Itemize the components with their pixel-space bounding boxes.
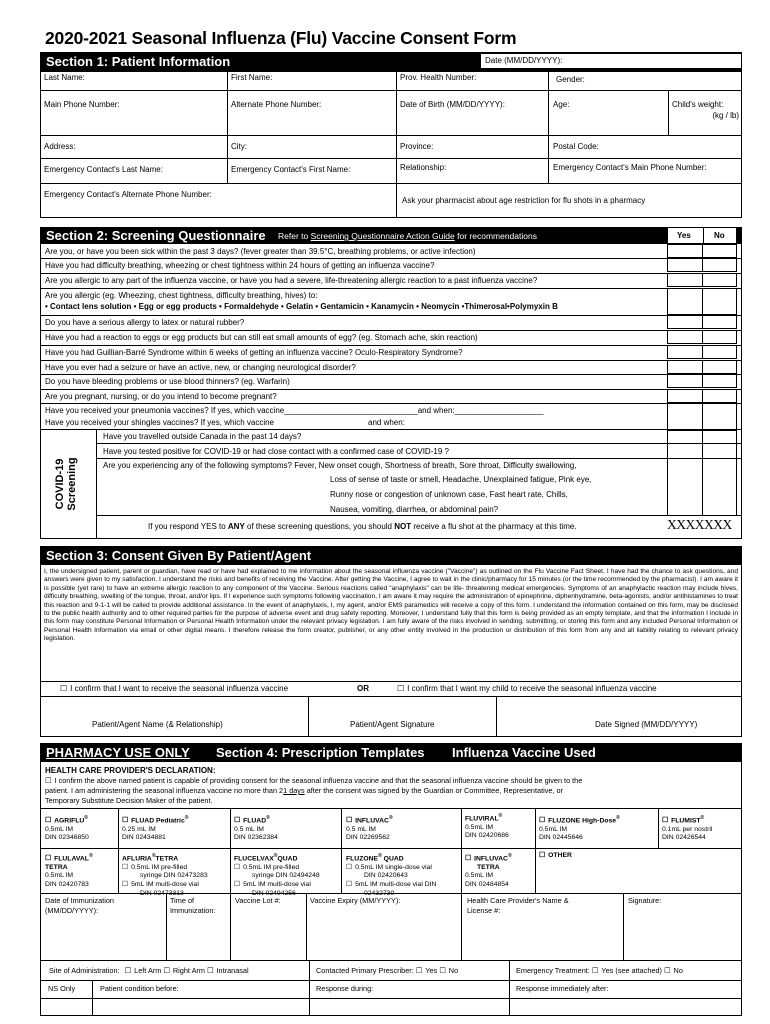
- question-latex: Do you have a serious allergy to latex or natural rubber?: [45, 318, 245, 327]
- vaccine-lot-field[interactable]: Vaccine Lot #:: [235, 896, 281, 905]
- question-pregnant: Are you pregnant, nursing, or do you intend to become pregnant?: [45, 392, 277, 401]
- answer-covid-contact[interactable]: [667, 443, 737, 459]
- answer-pregnant[interactable]: [667, 389, 737, 403]
- alt-phone-field[interactable]: Alternate Phone Number:: [231, 100, 322, 109]
- section2-refer: Refer to Screening Questionnaire Action Guide for recommendations: [278, 231, 537, 241]
- vaccine-fluviral[interactable]: FLUVIRAL® 0.5mL IM DIN 02420686: [465, 813, 509, 840]
- covid-symptoms-4: Nausea, vomiting, diarrhea, or abdominal pain?: [330, 505, 499, 514]
- question-breathing: Have you had difficulty breathing, wheezing or chest tightness within 24 hours of getting an influenza vaccine?: [45, 261, 435, 270]
- vaccine-afluria-tetra[interactable]: AFLURIA®TETRA ☐ 0.5mL IM pre-filled syringe DIN 02473283 ☐ 5mL IM multi-dose vial DIN 02473313: [122, 852, 208, 898]
- answer-pneumonia-shingles[interactable]: [667, 403, 737, 430]
- section3-title: Section 3: Consent Given By Patient/Agent: [46, 548, 312, 563]
- vaccine-influvac-tetra[interactable]: ☐ INFLUVAC® TETRA 0.5mL IM DIN 02484854: [465, 852, 512, 890]
- date-field[interactable]: [480, 53, 742, 69]
- covid-symptoms-3: Runny nose or congestion of unknown case, Fast heart rate, Chills,: [330, 490, 568, 499]
- question-egg: Have you had a reaction to eggs or egg products but can still eat small amounts of egg? (eg. Stomach ache, skin reaction): [45, 333, 478, 342]
- answer-egg[interactable]: [667, 330, 737, 344]
- left-arm-checkbox[interactable]: ☐ Left Arm: [122, 966, 162, 975]
- main-phone-field[interactable]: Main Phone Number:: [44, 100, 120, 109]
- allergen-list: • Contact lens solution • Egg or egg products • Formaldehyde • Gelatin • Gentamicin • Kanamycin • Neomycin •Thimerosal•Polymyxin B: [45, 302, 558, 311]
- ec-alt-phone-field[interactable]: Emergency Contact's Alternate Phone Number:: [44, 190, 212, 199]
- covid-question-contact: Have you tested positive for COVID-19 or had close contact with a confirmed case of COVID-19 ?: [103, 447, 449, 456]
- gender-field[interactable]: Gender:: [556, 75, 585, 84]
- hcp-declaration-title: HEALTH CARE PROVIDER'S DECLARATION:: [45, 766, 216, 775]
- vaccine-flulaval-tetra[interactable]: ☐ FLULAVAL® TETRA 0.5mL IM DIN 02420783: [45, 852, 93, 890]
- answer-guillain-barre[interactable]: [667, 345, 737, 359]
- vaccine-fluad-pediatric[interactable]: ☐ FLUAD Pediatric® 0.25 mL IM DIN 02434881: [122, 814, 188, 843]
- patient-signature-field[interactable]: Patient/Agent Signature: [350, 720, 435, 729]
- no-column-label: No: [714, 231, 725, 240]
- answer-covid-travel[interactable]: [667, 430, 737, 444]
- hcp-name-license-field[interactable]: Health Care Provider's Name & License #:: [467, 896, 569, 915]
- ns-only-label: NS Only: [48, 984, 76, 993]
- hcp-signature-field[interactable]: Signature:: [628, 896, 662, 905]
- condition-before-field[interactable]: Patient condition before:: [100, 984, 179, 993]
- question-bleeding: Do you have bleeding problems or use blood thinners? (eg. Warfarin): [45, 377, 290, 386]
- dob-field[interactable]: Date of Birth (MM/DD/YYYY):: [400, 100, 505, 109]
- pharmacy-use-only: PHARMACY USE ONLY: [46, 745, 190, 760]
- patient-name-field[interactable]: Patient/Agent Name (& Relationship): [92, 720, 223, 729]
- answer-latex[interactable]: [667, 315, 737, 329]
- or-label: OR: [357, 684, 369, 693]
- vaccine-fluzone-quad[interactable]: FLUZONE® QUAD ☐ 0.5mL IM single-dose vial DIN 02420643 ☐ 5mL IM multi-dose vial DIN 02432730: [346, 852, 436, 898]
- ec-phone-field[interactable]: Emergency Contact's Main Phone Number:: [553, 163, 707, 172]
- covid-symptoms-2: Loss of sense of taste or smell, Headache, Unexplained fatigue, Pink eye,: [330, 475, 592, 484]
- section4-title: Section 4: Prescription Templates: [216, 745, 425, 760]
- vaccine-influvac[interactable]: ☐ INFLUVAC® 0.5 mL IM DIN 02269562: [346, 814, 393, 843]
- confirm-self-checkbox[interactable]: ☐ I confirm that I want to receive the seasonal influenza vaccine: [60, 684, 288, 694]
- section2-header: [40, 227, 742, 244]
- answer-seizure[interactable]: [667, 360, 737, 374]
- response-during-field[interactable]: Response during:: [316, 984, 374, 993]
- emergency-treatment: Emergency Treatment: ☐ Yes (see attached) ☐ No: [516, 966, 683, 976]
- relationship-field[interactable]: Relationship:: [400, 163, 447, 172]
- question-pneumonia: Have you received your pneumonia vaccines? If yes, which vaccine______________________________and when:____________________: [45, 406, 544, 415]
- question-seizure: Have you ever had a seizure or have an active, new, or changing neurological disorder?: [45, 363, 356, 372]
- section4-header: [40, 743, 742, 762]
- emergency-yes-checkbox[interactable]: ☐ Yes (see attached): [592, 966, 662, 975]
- city-field[interactable]: City:: [231, 142, 247, 151]
- vaccine-fluzone-high-dose[interactable]: ☐ FLUZONE High-Dose® 0.5mL IM DIN 02445646: [539, 814, 620, 843]
- yes-no-header: [667, 227, 737, 244]
- question-guillain-barre: Have you had Guillian-Barré Syndrome within 6 weeks of getting an influenza vaccine? Oculo-Respiratory Syndrome?: [45, 348, 463, 357]
- time-immunization-field[interactable]: Time of Immunization:: [170, 896, 216, 915]
- hcp-declaration-checkbox[interactable]: ☐ I confirm the above named patient is capable of providing consent for the seasonal influenza vaccine and that the seasonal influenza vaccine should be given to the: [45, 776, 582, 786]
- vaccine-other[interactable]: ☐ OTHER: [539, 852, 572, 861]
- prescriber-no-checkbox[interactable]: ☐ No: [439, 966, 458, 975]
- ec-last-name-field[interactable]: Emergency Contact's Last Name:: [44, 165, 163, 174]
- age-restriction-note: Ask your pharmacist about age restriction for flu shots in a pharmacy: [402, 196, 646, 205]
- vaccine-fluad[interactable]: ☐ FLUAD® 0.5 mL IM DIN 02362384: [234, 814, 278, 843]
- answer-bleeding[interactable]: [667, 374, 737, 388]
- section2-title: Section 2: Screening Questionnaire: [46, 228, 266, 243]
- vaccine-expiry-field[interactable]: Vaccine Expiry (MM/YYYY):: [310, 896, 401, 905]
- consent-text: I, the undersigned patient, parent or guardian, have read or have had explained to me information about the seasonal influenza vaccine ("Vaccine") as outlined on the Flu Vaccine Fact Sheet. I have had the chance to ask questions, and answers were given to my satisfaction. I understand the risks and benefits of receiving the Vaccine. After getting the Vaccine, I agree to wait in the clinic/pharmacy for 15 minutes (or the time recommended by the pharmacist). I am aware it is possible (yet rare) to have an extreme allergic reaction to any component of the Vaccine. Serious reactions called "anaphylaxis" can be life- threatening medical emergencies. Symptoms of an anaphylactic reaction may include hives, difficulty breathing, swelling of the tongue, throat, and/or lips. If I experience such symptoms following vaccination, I am aware it may require the administration of epinephrine, diphenhydramine, beta-agonists, and/or antihistamines to treat this reaction and 9-1-1 will be called to provide additional assistance. In the event of anaphylaxis, I, my agent, and/or EMS paramedics will receive a copy of this form. I understand the information contained on this form, may be disclosed to the public health authority and to other required parties for the purpose of adverse event and drug safety reporting. Moreover, I understand fully that this form is being provided as an empty template, and that the information I include in this form may constitute Personal Information or Personal Health Information under the relevant privacy legislation. I am fully aware of the risks involved in sending, submitting, or storing this form and any included Personal Information or Personal Health Information via email or other digital means. I therefore release the form creator, publisher, or any other entity involved in the production or distribution of this form from any and all liability relating to relevant privacy legislation.: [44, 568, 738, 643]
- health-number-field[interactable]: Prov. Health Number:: [400, 73, 477, 82]
- prescriber-yes-checkbox[interactable]: ☐ Yes: [416, 966, 437, 975]
- question-shingles: Have you received your shingles vaccines? If yes, which vaccine and when:: [45, 418, 405, 427]
- action-guide-link[interactable]: Screening Questionnaire Action Guide: [310, 231, 455, 241]
- vaccine-flumist[interactable]: ☐ FLUMIST® 0.1mL per nostril DIN 02426544: [662, 814, 712, 843]
- ec-first-name-field[interactable]: Emergency Contact's First Name:: [231, 165, 351, 174]
- age-field[interactable]: Age:: [553, 100, 570, 109]
- answer-recent-sickness[interactable]: [667, 244, 737, 258]
- vaccine-flucelvax-quad[interactable]: FLUCELVAX®QUAD ☐ 0.5mL IM pre-filled syringe DIN 02494248 ☐ 5mL IM multi-dose vial DIN 02494256: [234, 852, 320, 898]
- vaccine-used-title: Influenza Vaccine Used: [452, 745, 596, 760]
- section3-header: [40, 546, 742, 565]
- question-vaccine-allergy: Are you allergic to any part of the influenza vaccine, or have you had a severe, life-threatening allergic reaction to a past influenza vaccine?: [45, 276, 538, 285]
- date-label: Date (MM/DD/YYYY):: [485, 56, 563, 65]
- answer-breathing[interactable]: [667, 258, 737, 272]
- right-arm-checkbox[interactable]: ☐ Right Arm: [163, 966, 205, 975]
- covid-xx-marks: XXXXXXX: [667, 517, 732, 532]
- vaccine-agriflu[interactable]: ☐ AGRIFLU® 0.5mL IM DIN 02346850: [45, 814, 89, 843]
- postal-field[interactable]: Postal Code:: [553, 142, 599, 151]
- contacted-prescriber: Contacted Primary Prescriber: ☐ Yes ☐ No: [316, 966, 458, 976]
- answer-covid-symptoms[interactable]: [667, 458, 737, 516]
- question-recent-sickness: Are you, or have you been sick within the past 3 days? (fever greater than 39.5°C, breathing problems, or active infection): [45, 247, 476, 256]
- covid-screening-label: COVID-19 Screening: [54, 457, 78, 511]
- confirm-child-checkbox[interactable]: ☐ I confirm that I want my child to receive the seasonal influenza vaccine: [397, 684, 657, 694]
- covid-warning: If you respond YES to ANY of these screening questions, you should NOT receive a flu shot at the pharmacy at this time.: [148, 522, 577, 531]
- site-administration: Site of Administration: ☐ Left Arm ☐ Right Arm ☐ Intranasal: [49, 966, 249, 976]
- answer-allergens[interactable]: [667, 288, 737, 315]
- hcp-declaration-line3: Temporary Substitute Decision Maker of the patient.: [45, 796, 213, 805]
- covid-question-travel: Have you travelled outside Canada in the past 14 days?: [103, 432, 302, 441]
- response-after-field[interactable]: Response immediately after:: [516, 984, 609, 993]
- address-field[interactable]: Address:: [44, 142, 76, 151]
- province-field[interactable]: Province:: [400, 142, 434, 151]
- date-immunization-field[interactable]: Date of Immunization (MM/DD/YYYY):: [45, 896, 114, 915]
- question-allergens: Are you allergic (eg. Wheezing, chest tightness, difficulty breathing, hives) to:: [45, 291, 318, 300]
- form-title: 2020-2021 Seasonal Influenza (Flu) Vaccine Consent Form: [45, 28, 517, 48]
- covid-question-symptoms: Are you experiencing any of the following symptoms? Fever, New onset cough, Shortness of breath, Sore throat, Difficulty swallowing,: [103, 461, 577, 470]
- yes-column-label: Yes: [677, 231, 691, 240]
- last-name-field[interactable]: Last Name:: [44, 73, 85, 82]
- date-signed-field[interactable]: Date Signed (MM/DD/YYYY): [595, 720, 698, 729]
- weight-field[interactable]: Child's weight:: [672, 100, 724, 109]
- intranasal-checkbox[interactable]: ☐ Intranasal: [207, 966, 249, 975]
- emergency-no-checkbox[interactable]: ☐ No: [664, 966, 683, 975]
- answer-vaccine-allergy[interactable]: [667, 273, 737, 287]
- weight-unit: (kg / lb): [712, 111, 739, 120]
- first-name-field[interactable]: First Name:: [231, 73, 273, 82]
- section1-title: Section 1: Patient Information: [46, 54, 231, 69]
- hcp-declaration-line2: patient. I am administering the seasonal influenza vaccine no more than 21 days after the consent was signed by the Guardian or Committee, Representative, or: [45, 786, 563, 795]
